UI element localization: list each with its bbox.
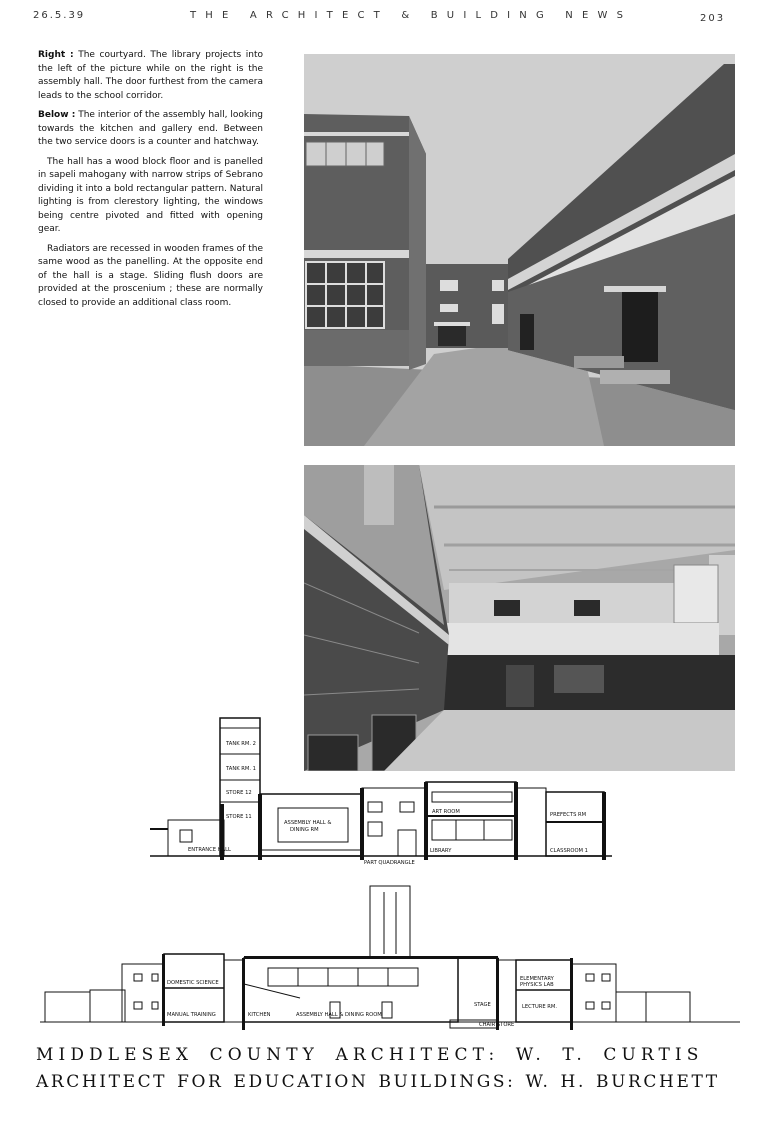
page-number: 203 — [700, 13, 726, 24]
label-manual-training: MANUAL TRAINING — [167, 1012, 216, 1018]
caption-lead: Right : — [38, 50, 74, 60]
label-prefects-rm: PREFECTS RM — [550, 812, 587, 818]
label-classroom-1: CLASSROOM 1 — [550, 848, 588, 854]
label-store-12: STORE 12 — [226, 790, 252, 796]
body-paragraph: Radiators are recessed in wooden frames of the same wood as the panelling. At the opposite end of the hall is a stage. Sliding flush doors are provided at the proscenium ; these are normally closed to provide an additional class room. — [38, 243, 263, 308]
body-paragraph: The hall has a wood block floor and is panelled in sapeli mahogany with narrow strips of Sebrano dividing it into a bold rectangular pattern. Natural lighting is from clerestory lighting, the windows being centre pivoted and fitted with opening gear. — [38, 156, 263, 234]
label-physics-lab: PHYSICS LAB — [520, 982, 554, 988]
caption-text: The courtyard. The library projects into the left of the picture while on the right is the assembly hall. The door furthest from the camera leads to the school corridor. — [38, 50, 264, 101]
courtyard-photo — [304, 54, 735, 446]
issue-date: 26.5.39 — [33, 10, 86, 21]
label-library: LIBRARY — [430, 848, 452, 854]
caption-below — [38, 109, 263, 150]
label-assembly-dining-room: ASSEMBLY HALL & DINING ROOM — [296, 1012, 382, 1018]
label-part-quadrangle: PART QUADRANGLE — [364, 860, 415, 866]
label-assembly-hall: ASSEMBLY HALL & — [284, 820, 332, 826]
caption-text: The interior of the assembly hall, looking towards the kitchen and gallery end. Between the two service doors is a counter and hatchway. — [38, 110, 263, 147]
caption-column — [38, 49, 263, 316]
cross-section-drawing — [150, 712, 620, 872]
label-art-room: ART ROOM — [432, 809, 460, 815]
credit-line-education-architect: ARCHITECT FOR EDUCATION BUILDINGS: W. H. BURCHETT — [36, 1072, 720, 1092]
label-stage: STAGE — [474, 1002, 491, 1008]
label-elementary: ELEMENTARY — [520, 976, 554, 982]
caption-lead: Below : — [38, 110, 76, 120]
label-tank-rm-1: TANK RM. 1 — [226, 766, 256, 772]
label-store-11: STORE 11 — [226, 814, 252, 820]
caption-right — [38, 49, 263, 103]
long-section-drawing — [40, 880, 740, 1030]
publication-title: THE ARCHITECT & BUILDING NEWS — [190, 10, 633, 21]
label-kitchen: KITCHEN — [248, 1012, 271, 1018]
credit-line-county-architect: MIDDLESEX COUNTY ARCHITECT: W. T. CURTIS — [36, 1045, 704, 1065]
label-chair-store: CHAIR STORE — [479, 1022, 515, 1028]
label-tank-rm-2: TANK RM. 2 — [226, 741, 256, 747]
label-lecture-rm: LECTURE RM. — [522, 1004, 558, 1010]
label-domestic-science: DOMESTIC SCIENCE — [167, 980, 219, 986]
label-dining-rm: DINING RM — [290, 827, 319, 833]
label-entrance-hall: ENTRANCE HALL — [188, 847, 231, 853]
